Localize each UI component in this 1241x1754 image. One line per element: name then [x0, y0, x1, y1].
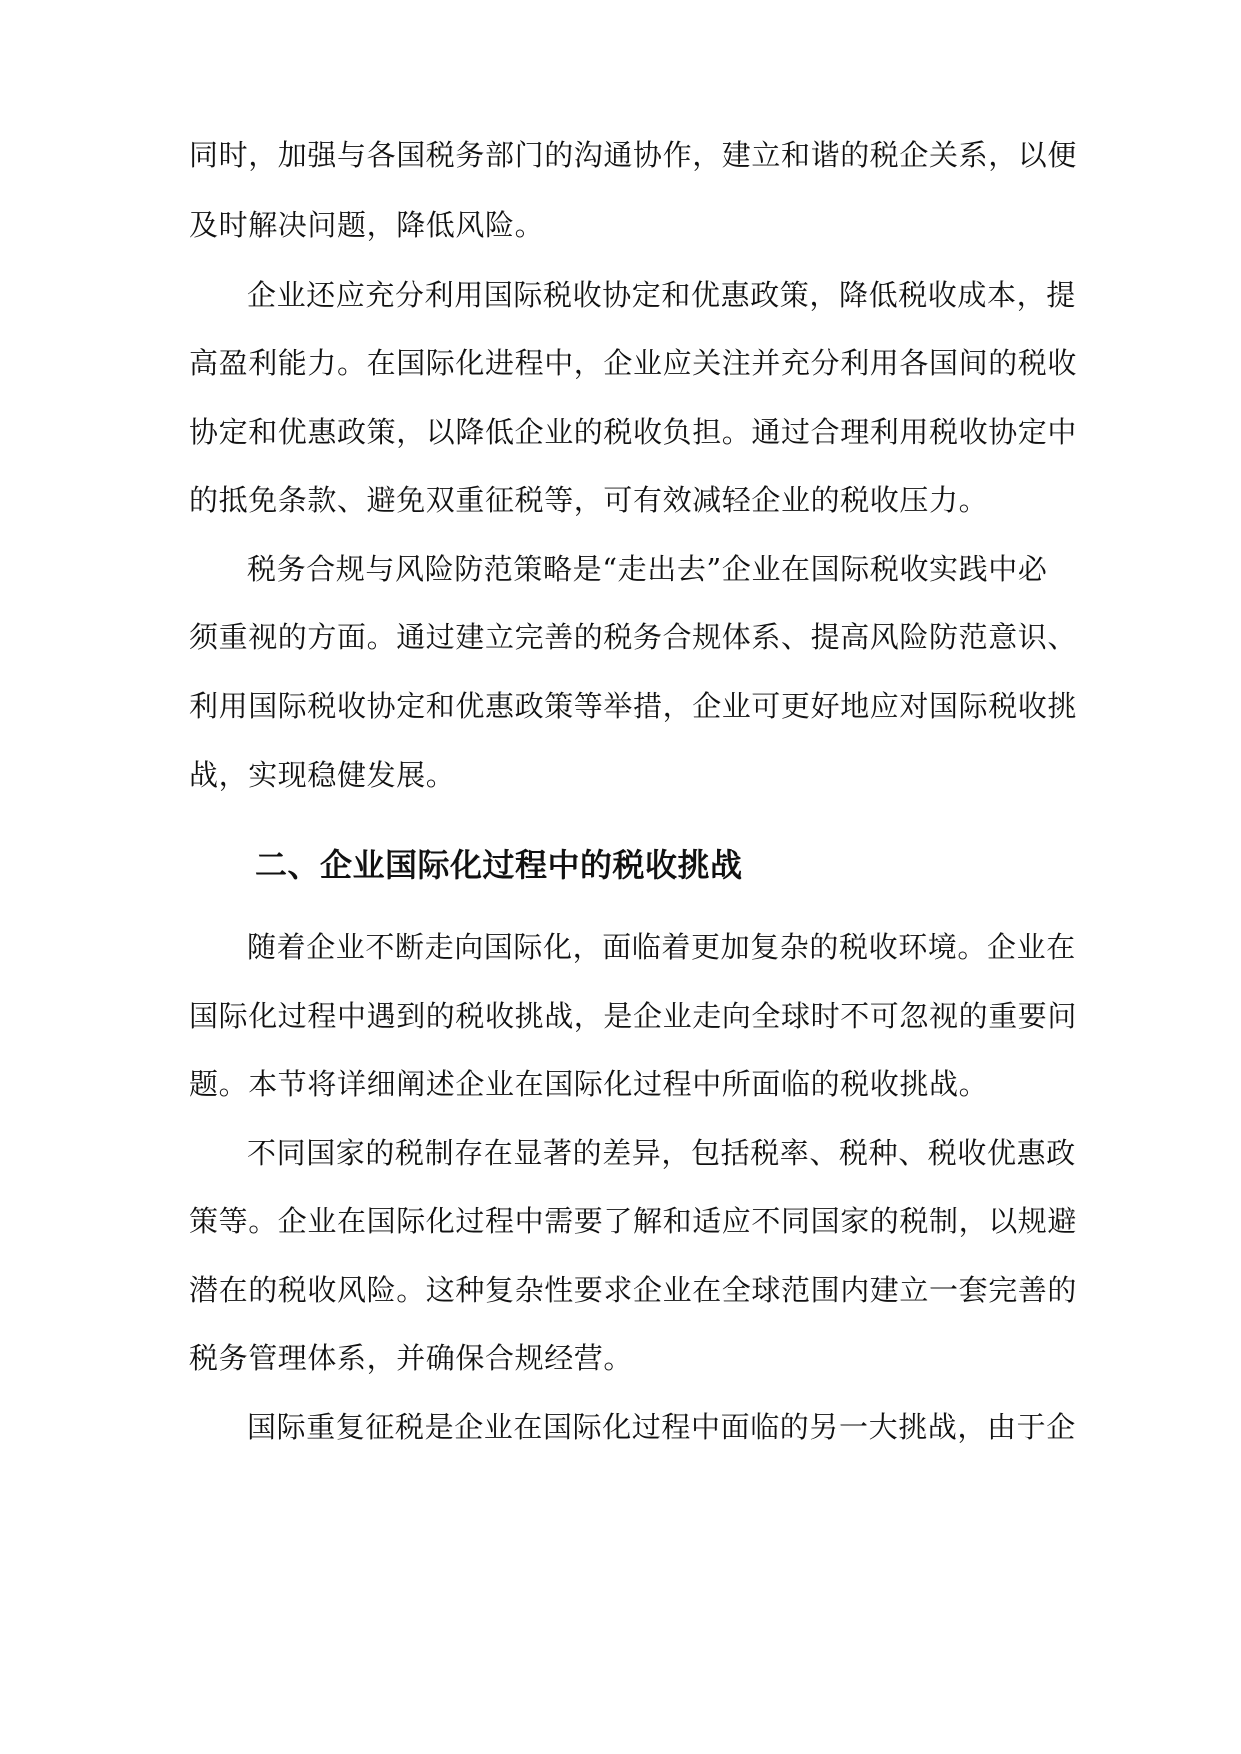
paragraph-line: 税务合规与风险防范策略是“走出去”企业在国际税收实践中必	[247, 552, 1048, 586]
paragraph-line: 及时解决问题，降低风险。	[189, 208, 545, 242]
paragraph-line: 国际重复征税是企业在国际化过程中面临的另一大挑战，由于企	[247, 1410, 1076, 1444]
paragraph-line: 随着企业不断走向国际化，面临着更加复杂的税收环境。企业在	[247, 930, 1076, 964]
paragraph-line: 同时，加强与各国税务部门的沟通协作，建立和谐的税企关系，以便	[189, 138, 1078, 172]
paragraph-line: 国际化过程中遇到的税收挑战，是企业走向全球时不可忽视的重要问	[189, 999, 1078, 1033]
paragraph-line: 题。本节将详细阐述企业在国际化过程中所面临的税收挑战。	[189, 1067, 989, 1101]
section-heading: 二、企业国际化过程中的税收挑战	[255, 846, 743, 884]
paragraph-line: 须重视的方面。通过建立完善的税务合规体系、提高风险防范意识、	[189, 620, 1078, 654]
paragraph-line: 协定和优惠政策，以降低企业的税收负担。通过合理利用税收协定中	[189, 415, 1078, 449]
paragraph-line: 利用国际税收协定和优惠政策等举措，企业可更好地应对国际税收挑	[189, 689, 1078, 723]
paragraph-line: 不同国家的税制存在显著的差异，包括税率、税种、税收优惠政	[247, 1136, 1076, 1170]
paragraph-line: 税务管理体系，并确保合规经营。	[189, 1341, 634, 1375]
paragraph-line: 的抵免条款、避免双重征税等，可有效减轻企业的税收压力。	[189, 483, 989, 517]
paragraph-line: 企业还应充分利用国际税收协定和优惠政策，降低税收成本，提	[247, 278, 1076, 312]
paragraph-line: 潜在的税收风险。这种复杂性要求企业在全球范围内建立一套完善的	[189, 1273, 1078, 1307]
paragraph-line: 策等。企业在国际化过程中需要了解和适应不同国家的税制，以规避	[189, 1204, 1078, 1238]
paragraph-line: 战，实现稳健发展。	[189, 758, 456, 792]
paragraph-line: 高盈利能力。在国际化进程中，企业应关注并充分利用各国间的税收	[189, 346, 1078, 380]
